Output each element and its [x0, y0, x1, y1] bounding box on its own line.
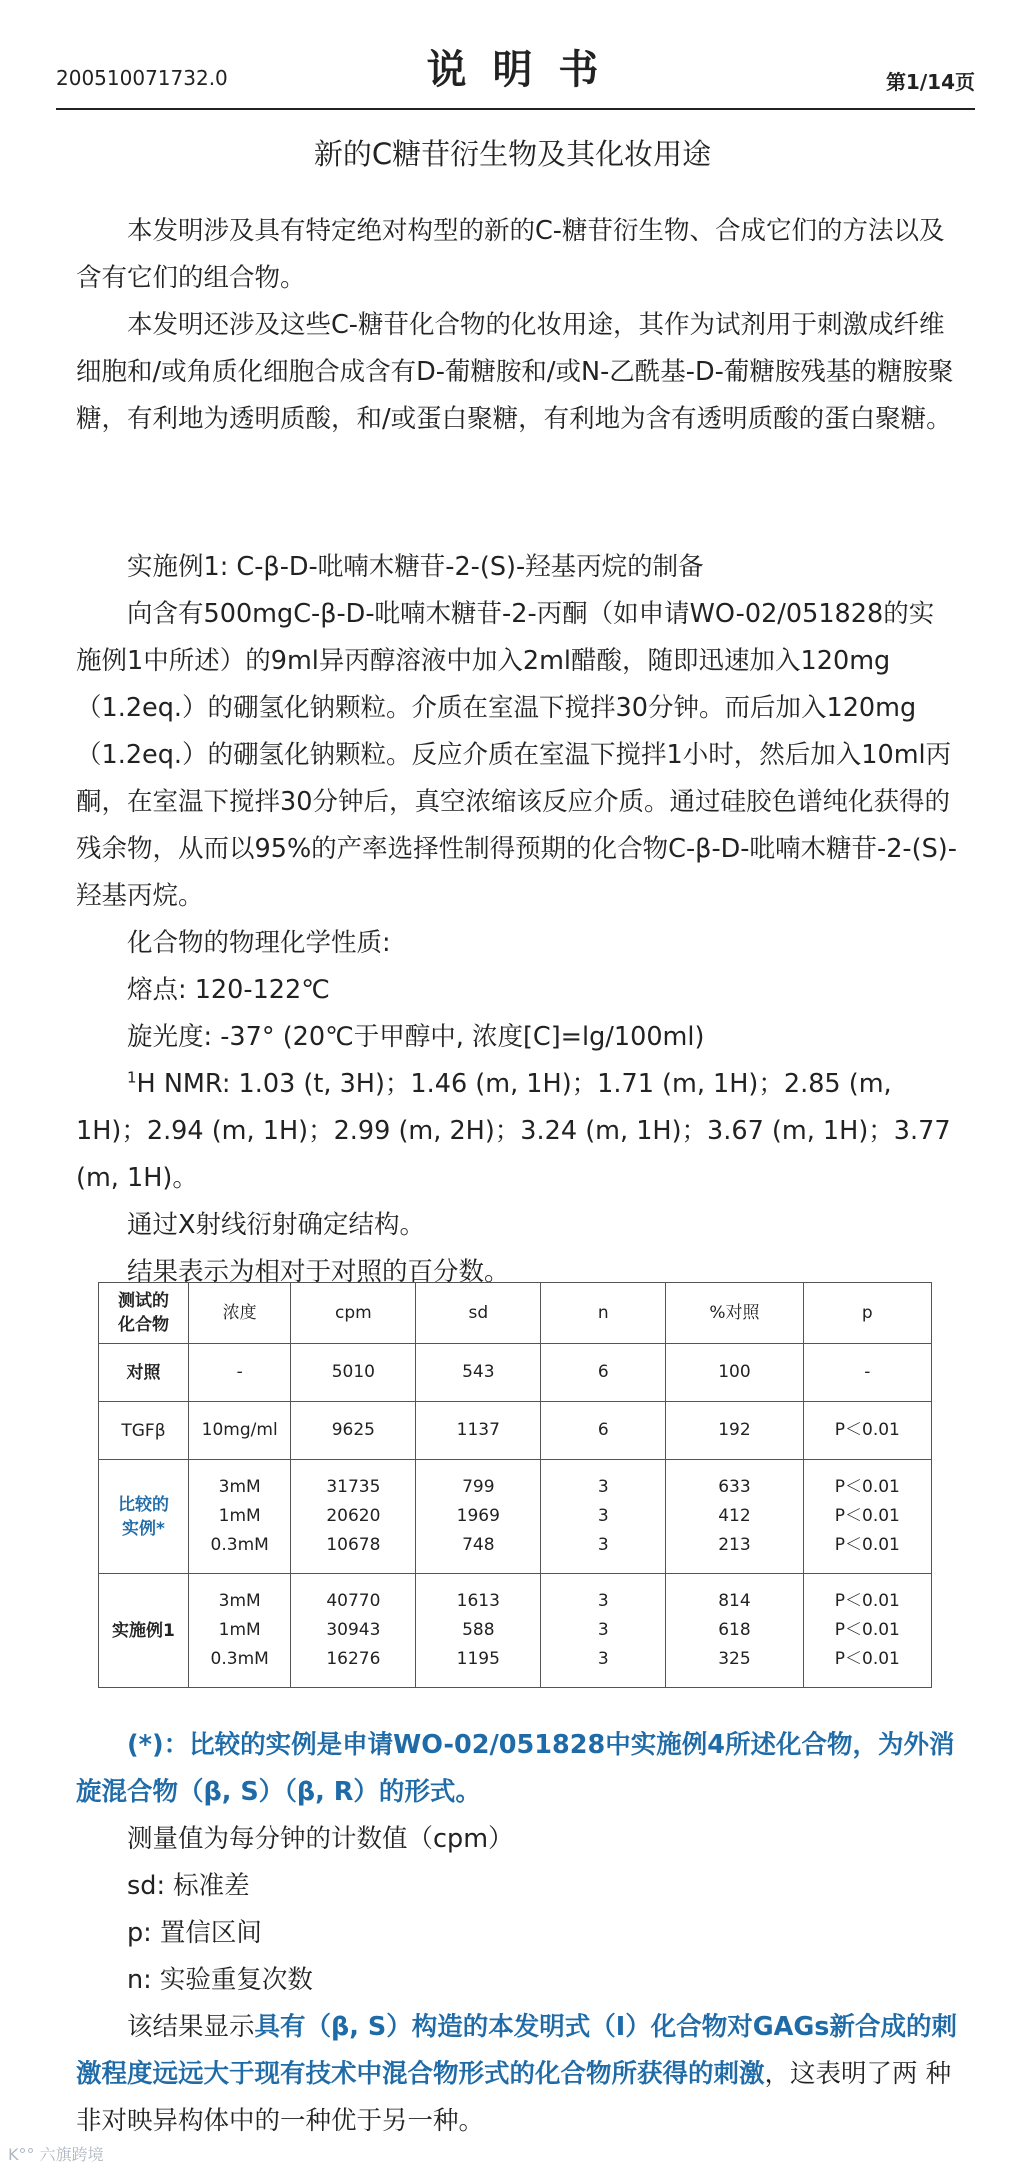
cell-value: 3mM [218, 1591, 261, 1611]
cell-p [803, 1402, 931, 1460]
col-header-p: p [803, 1283, 931, 1344]
table-header-row [99, 1283, 932, 1344]
cell-value: P＜0.01 [834, 1535, 900, 1555]
col-header-concentration: 浓度 [188, 1283, 290, 1344]
col-header-percent-control: %对照 [666, 1283, 803, 1344]
cell-percent-control [666, 1460, 803, 1574]
table-row [99, 1344, 932, 1402]
legend-n: n: 实验重复次数 [127, 1965, 313, 1995]
cell-p [803, 1574, 931, 1688]
cell-value: P＜0.01 [834, 1420, 900, 1440]
conclusion-suffix: ，这表明了两 种非对映异构体中的一种优于另一种。 [76, 2059, 952, 2136]
table-row [99, 1460, 932, 1574]
row-label: 对照 [99, 1344, 189, 1402]
col-header-compound: 测试的 化合物 [99, 1283, 189, 1344]
cell-value: 1969 [456, 1506, 500, 1526]
nmr-superscript: 1 [127, 1068, 137, 1087]
example-section [76, 544, 959, 1296]
cell-value: 16276 [326, 1649, 381, 1669]
cell-value: P＜0.01 [834, 1649, 900, 1669]
col-header-cpm: cpm [291, 1283, 416, 1344]
cell-value: 20620 [326, 1506, 381, 1526]
cell-percent-control [666, 1402, 803, 1460]
conclusion-prefix: 该结果显示 [127, 2012, 255, 2042]
legend-cpm: 测量值为每分钟的计数值（cpm） [127, 1824, 514, 1854]
example-heading: 实施例1: C-β-D-吡喃木糖苷-2-(S)-羟基丙烷的制备 [127, 552, 704, 582]
cell-n [541, 1460, 666, 1574]
cell-value: 5010 [331, 1362, 375, 1382]
legend-sd: sd: 标准差 [127, 1871, 250, 1901]
table-row [99, 1574, 932, 1688]
cell-concentration [188, 1344, 290, 1402]
intro-paragraph-2: 本发明还涉及这些C-糖苷化合物的化妆用途，其作为试剂用于刺激成纤维细胞和/或角质化细胞合成含有D-葡糖胺和/或N-乙酰基-D-葡糖胺残基的糖胺聚糖，有利地为透明质酸，和/或蛋白聚糖，有利地为含有透明质酸的蛋白聚糖。 [76, 310, 954, 434]
cell-value: P＜0.01 [834, 1477, 900, 1497]
table-row [99, 1402, 932, 1460]
xray-note: 通过X射线衍射确定结构。 [127, 1210, 425, 1240]
conclusion-emphasis: 具有（β, S）构造的本发明式（I）化合物对GAGs新合成的刺激程度远远大于现有技术中混合物形式的化合物所获得的刺激 [76, 2012, 957, 2089]
cell-value: 31735 [326, 1477, 381, 1497]
document-title: 新的C糖苷衍生物及其化妆用途 [313, 137, 712, 171]
cell-value: P＜0.01 [834, 1506, 900, 1526]
cell-cpm [291, 1574, 416, 1688]
page-number: 第1/14页 [885, 70, 975, 94]
cell-n [541, 1344, 666, 1402]
intro-paragraph-1: 本发明涉及具有特定绝对构型的新的C-糖苷衍生物、合成它们的方法以及含有它们的组合物。 [76, 216, 945, 293]
cell-value: 1195 [456, 1649, 500, 1669]
cell-percent-control [666, 1344, 803, 1402]
cell-value: 100 [718, 1362, 751, 1382]
cell-value: 3 [597, 1506, 609, 1526]
cell-cpm [291, 1460, 416, 1574]
cell-value: 1mM [218, 1506, 261, 1526]
cell-value: 633 [718, 1477, 751, 1497]
cell-value: 1137 [456, 1420, 500, 1440]
cell-value: - [864, 1362, 871, 1382]
melting-point: 熔点: 120-122℃ [127, 975, 330, 1005]
optical-rotation: 旋光度: -37° (20℃于甲醇中, 浓度[C]=lg/100ml) [127, 1022, 705, 1052]
cell-value: 30943 [326, 1620, 381, 1640]
page-header [56, 30, 975, 110]
cell-p [803, 1344, 931, 1402]
cell-cpm [291, 1344, 416, 1402]
cell-p [803, 1460, 931, 1574]
props-heading: 化合物的物理化学性质: [127, 928, 391, 958]
cell-value: 618 [718, 1620, 751, 1640]
cell-value: 1mM [218, 1620, 261, 1640]
notes-section [76, 1722, 959, 2145]
cell-value: 814 [718, 1591, 751, 1611]
cell-value: 10mg/ml [201, 1420, 278, 1440]
cell-value: 0.3mM [210, 1649, 269, 1669]
cell-value: 325 [718, 1649, 751, 1669]
nmr-text: H NMR: 1.03 (t, 3H)；1.46 (m, 1H)；1.71 (m, 1H)；2.85 (m, 1H)；2.94 (m, 1H)；2.99 (m, 2H)；3.24 (m, 1H)；3.67 (m, 1H)；3.77 (m, 1H)。 [76, 1069, 951, 1193]
col-header-sd: sd [416, 1283, 541, 1344]
watermark: K°° 六旗跨境 [8, 2145, 104, 2164]
cell-value: 588 [462, 1620, 495, 1640]
col-header-n: n [541, 1283, 666, 1344]
cell-value: 412 [718, 1506, 751, 1526]
row-label: 比较的 实例* [99, 1460, 189, 1574]
result-note: 结果表示为相对于对照的百分数。 [127, 1257, 510, 1287]
cell-value: - [236, 1362, 243, 1382]
footnote: (*)：比较的实例是申请WO-02/051828中实施例4所述化合物，为外消旋混合物（β, S）（β, R）的形式。 [76, 1730, 955, 1807]
row-label: 实施例1 [99, 1574, 189, 1688]
cell-value: 0.3mM [210, 1535, 269, 1555]
cell-cpm [291, 1402, 416, 1460]
cell-n [541, 1402, 666, 1460]
cell-value: 799 [462, 1477, 495, 1497]
conclusion [76, 2004, 959, 2145]
cell-value: 6 [597, 1362, 609, 1382]
cell-sd [416, 1460, 541, 1574]
cell-value: 3 [597, 1620, 609, 1640]
cell-value: 748 [462, 1535, 495, 1555]
cell-sd [416, 1344, 541, 1402]
cell-value: 1613 [456, 1591, 500, 1611]
cell-value: 3mM [218, 1477, 261, 1497]
example-procedure: 向含有500mgC-β-D-吡喃木糖苷-2-丙酮（如申请WO-02/051828的实施例1中所述）的9ml异丙醇溶液中加入2ml醋酸，随即迅速加入120mg（1.2eq.）的硼氢化钠颗粒。介质在室温下搅拌30分钟。而后加入120mg（1.2eq.）的硼氢化钠颗粒。反应介质在室温下搅拌1小时，然后加入10ml丙酮，在室温下搅拌30分钟后，真空浓缩该反应介质。通过硅胶色谱纯化获得的残余物，从而以95%的产率选择性制得预期的化合物C-β-D-吡喃木糖苷-2-(S)-羟基丙烷。 [76, 599, 957, 911]
cell-sd [416, 1402, 541, 1460]
cell-concentration [188, 1574, 290, 1688]
cell-value: P＜0.01 [834, 1591, 900, 1611]
cell-concentration [188, 1402, 290, 1460]
document-number: 200510071732.0 [56, 66, 228, 90]
cell-value: 213 [718, 1535, 751, 1555]
cell-value: 3 [597, 1591, 609, 1611]
cell-concentration [188, 1460, 290, 1574]
results-table [98, 1282, 932, 1688]
cell-value: 192 [718, 1420, 751, 1440]
cell-sd [416, 1574, 541, 1688]
intro-section [76, 208, 959, 443]
row-label: TGFβ [99, 1402, 189, 1460]
cell-value: 3 [597, 1477, 609, 1497]
cell-value: 3 [597, 1535, 609, 1555]
legend-p: p: 置信区间 [127, 1918, 262, 1948]
cell-value: 10678 [326, 1535, 381, 1555]
cell-value: 543 [462, 1362, 495, 1382]
cell-value: 3 [597, 1649, 609, 1669]
cell-n [541, 1574, 666, 1688]
nmr-data [76, 1061, 959, 1202]
cell-value: 9625 [331, 1420, 375, 1440]
cell-value: P＜0.01 [834, 1620, 900, 1640]
header-title: 说 明 书 [426, 47, 605, 93]
cell-value: 40770 [326, 1591, 381, 1611]
cell-percent-control [666, 1574, 803, 1688]
cell-value: 6 [597, 1420, 609, 1440]
